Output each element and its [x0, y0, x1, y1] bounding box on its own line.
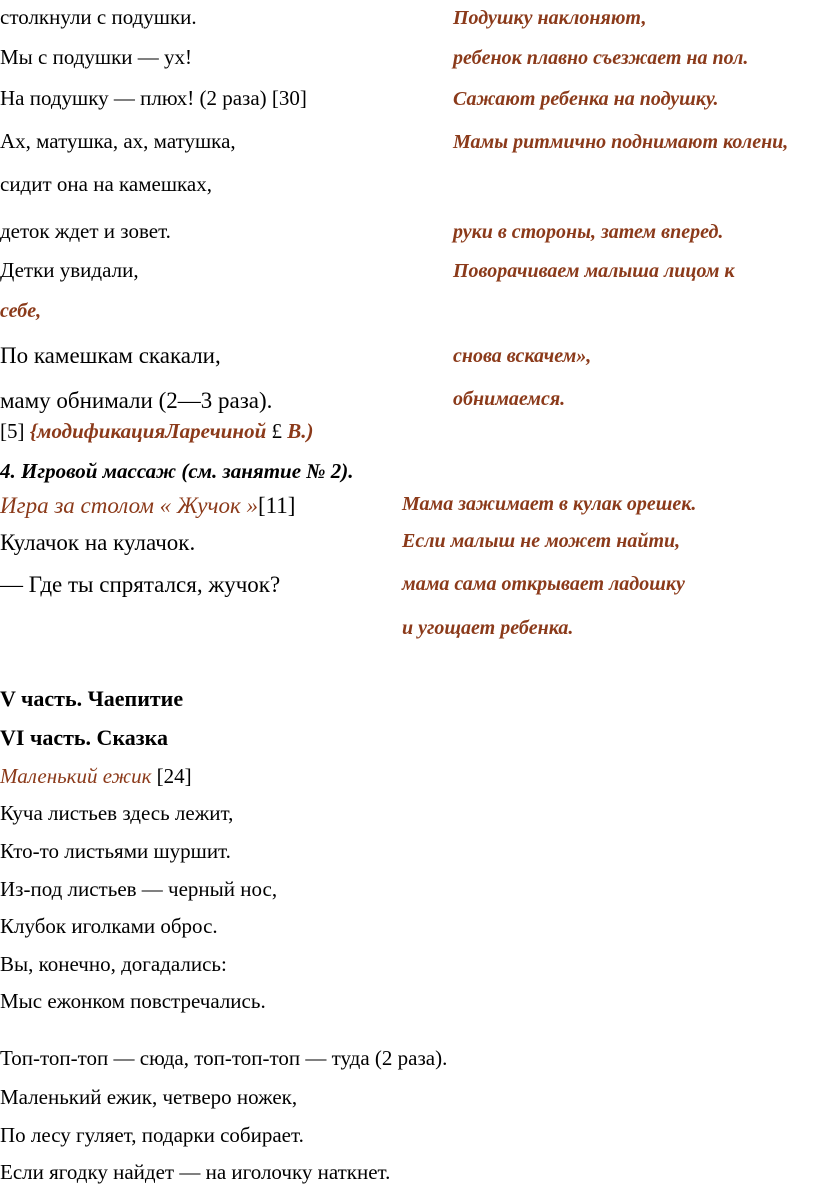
poem-line: сидит она на камешках, [0, 172, 212, 196]
poem-line: — Где ты спрятался, жучок? [0, 572, 281, 597]
poem-line: Ах, матушка, ах, матушка, [0, 129, 236, 153]
poem-line: На подушку — плюх! (2 раза) [30] [0, 86, 307, 110]
tale-line: Мыс ежонком повстречались. [0, 989, 266, 1013]
part-heading: VI часть. Сказка [0, 725, 168, 750]
tale-line: Маленький ежик, четверо ножек, [0, 1085, 298, 1109]
game-name: Игра за столом « Жучок » [0, 493, 258, 518]
action-note: Поворачиваем малыша лицом к [453, 260, 735, 282]
tale-ref: [24] [156, 764, 192, 788]
action-note: Подушку наклоняют, [453, 7, 647, 29]
game-title [0, 494, 295, 517]
source-initial: В.) [287, 419, 314, 443]
source-citation [0, 421, 314, 442]
tale-name: Маленький ежик [0, 764, 152, 788]
tale-line: Куча листьев здесь лежит, [0, 801, 234, 825]
action-note: снова вскачем», [453, 345, 592, 367]
tale-line: Если ягодку найдет — на иголочку наткнет. [0, 1160, 391, 1184]
action-note: обнимаемся. [453, 388, 566, 410]
tale-line: Кто-то листьями шуршит. [0, 839, 231, 863]
tale-line: Вы, конечно, догадались: [0, 952, 227, 976]
action-note: и угощает ребенка. [402, 617, 574, 639]
action-note: ребенок плавно съезжает на пол. [453, 47, 749, 69]
action-note: Если малыш не может найти, [402, 530, 681, 552]
tale-line: Клубок иголками оброс. [0, 914, 218, 938]
source-symbol: £ [271, 419, 283, 443]
action-note: Сажают ребенка на подушку. [453, 88, 719, 110]
poem-line: маму обнимали (2—3 раза). [0, 388, 273, 413]
action-note: руки в стороны, затем вперед. [453, 221, 724, 243]
source-ref: [5] [0, 419, 25, 443]
poem-line: Детки увидали, [0, 258, 139, 282]
poem-line: По камешкам скакали, [0, 343, 221, 368]
game-ref: [11] [258, 493, 296, 518]
action-note: себе, [0, 300, 42, 322]
tale-line: Топ-топ-топ — сюда, топ-топ-топ — туда (2 раза). [0, 1046, 448, 1070]
action-note: Мама зажимает в кулак орешек. [402, 493, 697, 515]
section-heading: 4. Игровой массаж (см. занятие № 2). [0, 459, 354, 483]
part-heading: V часть. Чаепитие [0, 686, 184, 711]
tale-title [0, 766, 192, 787]
poem-line: Кулачок на кулачок. [0, 530, 196, 555]
poem-line: столкнули с подушки. [0, 5, 197, 29]
poem-line: деток ждет и зовет. [0, 219, 171, 243]
action-note: Мамы ритмично поднимают колени, [453, 131, 789, 153]
tale-line: По лесу гуляет, подарки собирает. [0, 1123, 304, 1147]
source-modification: {модификацияЛаречиной [29, 419, 267, 443]
tale-line: Из-под листьев — черный нос, [0, 877, 278, 901]
action-note: мама сама открывает ладошку [402, 573, 685, 595]
poem-line: Мы с подушки — ух! [0, 45, 193, 69]
